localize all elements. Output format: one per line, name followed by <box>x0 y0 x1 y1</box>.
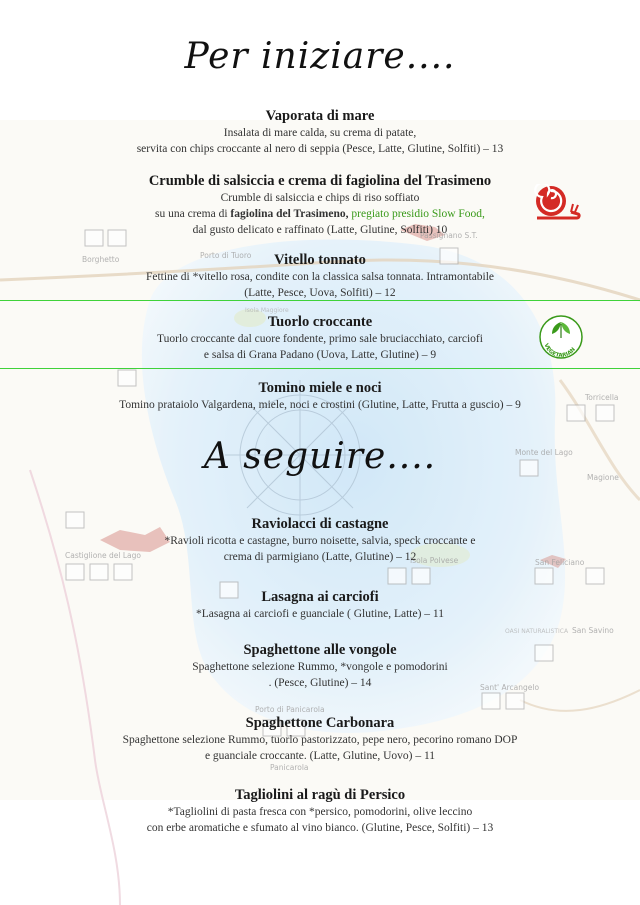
dish-description: (Latte, Pesce, Uova, Solfiti) – 12 <box>244 287 396 299</box>
dish-description: . (Pesce, Glutine) – 14 <box>268 677 372 689</box>
dish-raviolacci <box>20 515 620 565</box>
map-label-isola-polvese: Isola Polvese <box>410 556 459 565</box>
dish-name: Vaporata di mare <box>265 108 375 124</box>
dish-vaporata <box>20 107 620 157</box>
dish-description: *Lasagna ai carciofi e guanciale ( Glutine, Latte) – 11 <box>196 608 444 620</box>
dish-description: *Ravioli ricotta e castagne, burro noisette, salvia, speck croccante e <box>164 535 476 547</box>
dish-name: Spaghettone Carbonara <box>245 715 395 731</box>
dish-description <box>20 206 620 222</box>
dish-highlight: fagiolina del Trasimeno, <box>230 208 349 220</box>
dish-name: Spaghettone alle vongole <box>243 642 397 658</box>
map-label-san-savino: San Savino <box>572 626 614 635</box>
dish-name: Tagliolini al ragù di Persico <box>234 787 406 803</box>
dish-description: crema di parmigiano (Latte, Glutine) – 12 <box>223 551 417 563</box>
map-label-porto-di-tuoro: Porto di Tuoro <box>200 251 252 260</box>
dish-description: e guanciale croccante. (Latte, Glutine, Uovo) – 11 <box>204 750 436 762</box>
section-title-starters: Per iniziare.... <box>184 36 456 77</box>
vegetarian-icon <box>538 314 584 360</box>
dish-name: Crumble di salsiccia e crema di fagiolina del Trasimeno <box>148 173 492 189</box>
dish-spaghettone-carbonara <box>20 714 620 764</box>
dish-vitello-tonnato <box>20 251 620 301</box>
map-label-panicarola: Panicarola <box>270 763 309 772</box>
dish-description: servita con chips croccante al nero di seppia (Pesce, Latte, Glutine, Solfiti) – 13 <box>136 143 504 155</box>
dish-description: *Tagliolini di pasta fresca con *persico, pomodorini, olive leccino <box>167 806 473 818</box>
dish-description: Fettine di *vitello rosa, condite con la classica salsa tonnata. Intramontabile <box>145 271 495 283</box>
map-label-porto-panicarola: Porto di Panicarola <box>255 705 325 714</box>
dish-lasagna <box>20 588 620 622</box>
dish-name: Lasagna ai carciofi <box>261 589 379 605</box>
dish-name: Vitello tonnato <box>274 252 366 268</box>
dish-tagliolini-persico <box>20 786 620 836</box>
dish-description: Spaghettone selezione Rummo, *vongole e pomodorini <box>192 661 448 673</box>
dish-description: Tomino prataiolo Valgardena, miele, noci e crostini (Glutine, Latte, Frutta a guscio) – 9 <box>119 399 521 411</box>
dish-tomino <box>20 379 620 413</box>
slow-food-snail-icon <box>533 184 581 222</box>
highlight-divider-top <box>0 300 640 301</box>
dish-spaghettone-vongole <box>20 641 620 691</box>
map-label-oasi: OASI NATURALISTICA <box>505 628 569 635</box>
dish-tuorlo-croccante <box>20 313 620 363</box>
slow-food-note: pregiato presidio Slow Food, <box>348 208 485 220</box>
map-label-passignano: Passignano S.T. <box>420 231 478 240</box>
map-label-san-feliciano: San Feliciano <box>535 558 585 567</box>
dish-description: con erbe aromatiche e sfumato al vino bianco. (Glutine, Pesce, Solfiti) – 13 <box>146 822 494 834</box>
dish-description: Spaghettone selezione Rummo, tuorlo pastorizzato, pepe nero, pecorino romano DOP <box>122 734 518 746</box>
dish-name: Raviolacci di castagne <box>251 516 389 532</box>
dish-description: e salsa di Grana Padano (Uova, Latte, Glutine) – 9 <box>203 349 437 361</box>
dish-text: su una crema di <box>155 208 231 220</box>
map-label-isola-maggiore: Isola Maggiore <box>245 307 289 314</box>
map-label-torricella: Torricella <box>585 393 619 402</box>
map-label-monte-del-lago: Monte del Lago <box>515 448 573 457</box>
dish-crumble <box>20 172 620 238</box>
dish-description: Tuorlo croccante dal cuore fondente, primo sale bruciacchiato, carciofi <box>157 333 483 345</box>
map-label-castiglione: Castiglione del Lago <box>65 551 141 560</box>
dish-description: Insalata di mare calda, su crema di patate, <box>223 127 417 139</box>
dish-description: dal gusto delicato e raffinato (Latte, Glutine, Solfiti) 10 <box>192 224 448 236</box>
dish-name: Tomino miele e noci <box>258 380 382 396</box>
map-label-borghetto: Borghetto <box>82 255 120 264</box>
vegetarian-label: VEGETARIAN <box>542 342 577 360</box>
highlight-divider-bottom <box>0 368 640 369</box>
section-title-mains: A seguire.... <box>203 436 437 477</box>
map-label-magione: Magione <box>587 473 619 482</box>
dish-description: Crumble di salsiccia e chips di riso soffiato <box>220 192 420 204</box>
map-label-sant-arcangelo: Sant' Arcangelo <box>480 683 540 692</box>
dish-name: Tuorlo croccante <box>267 314 373 330</box>
